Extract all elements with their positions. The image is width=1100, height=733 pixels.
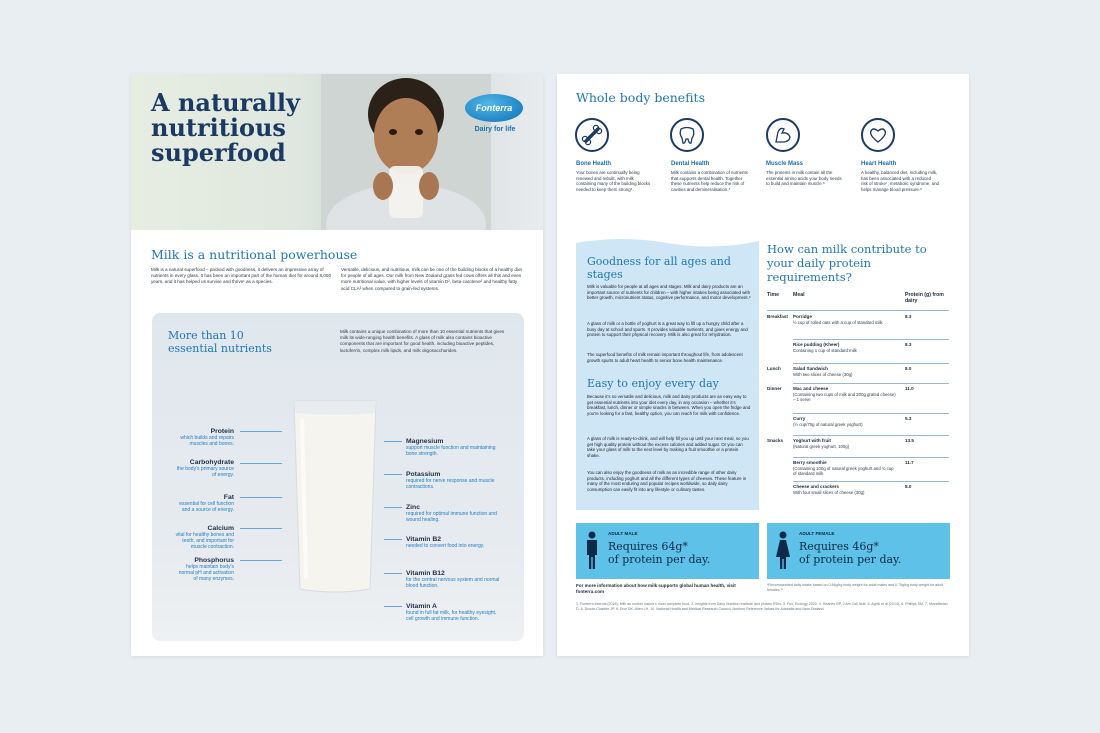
benefit-text: The proteins in milk contain all the essential amino acids your body needs to build and maintain muscle.⁶	[766, 170, 842, 187]
col-time: Time	[767, 292, 780, 298]
benefit-title: Bone Health	[576, 161, 612, 167]
male-person-icon	[584, 531, 600, 571]
powerhouse-col2: Versatile, delicious, and nutritious, milk can be one of the building blocks of a healthy diet for people of all ages. Our milk from New Zealand grass fed cows offers all this and even more nutritional value, with higher levels of vitamin D², beta-carotene² and healthy fatty acid CLA³ when compared to grain-fed systems.	[341, 267, 522, 291]
fonterra-logo: Fonterra	[465, 94, 523, 122]
hero-title: A naturally nutritious superfood	[151, 88, 300, 167]
requirement-footnote: *Recommended daily intake based on 0.84g/kg body weight for adult males and 0.75g/kg body weight for adult females.¹⁰	[767, 583, 944, 592]
row-time: Breakfast	[767, 314, 788, 319]
references: 1. Fonterra internal (2018); Milk as mother nature's most complete food. 2. Insights from Dairy Nutrition Institute and protein RDIs. 3. Fox, Ecology 2020. 4. Heaney RP, J Am Coll Nutr. 5. Aghili et al (2014). 6. Phillips SM. 7. Mozaffarian D. 8. Drouin-Chartier JP. 9. Dror DK, Allen LH. 10. National Health and Medical Research Council. Nutrient Reference Values for Australia and New Zealand.	[576, 602, 948, 611]
nutrient-calcium: Calcium vital for healthy bones and teeth, and important for muscle contraction.	[175, 525, 234, 550]
row-protein-grams: 13.5	[905, 438, 914, 443]
table-divider	[793, 383, 949, 384]
leader-line	[240, 497, 282, 498]
row-time: Lunch	[767, 366, 781, 371]
row-meal: Berry smoothie	[793, 460, 827, 465]
row-meal: Cheese and crackers	[793, 484, 839, 489]
nutrient-fat: Fat essential for cell function and a source of energy.	[179, 494, 234, 513]
benefit-title: Heart Health	[861, 161, 897, 167]
row-protein-grams: 8.3	[905, 342, 912, 347]
easy-p2: A glass of milk is ready-to-drink, and will help fill you up until your next meal, so you get high quality protein without the excess calories and added sugar. Or you can take your glass of milk to the next level by making a fruit smoothie or a protein shake.	[587, 436, 749, 458]
goodness-p3: The superfood benefits of milk remain important throughout life, from adolescent growth spurts to adult heart health to senior bone health maintenance.	[587, 352, 743, 363]
row-detail: (½ cup/70g of natural greek yoghurt)	[793, 422, 863, 427]
row-protein-grams: 8.0	[905, 366, 912, 371]
col-meal: Meal	[793, 292, 805, 298]
table-divider	[793, 435, 949, 436]
benefit-text: Your bones are continually being renewed and rebuilt, with milk containing many of the building blocks needed to keep them strong⁴.	[576, 170, 651, 192]
row-detail: With four small slices of cheese (30g)	[793, 490, 865, 495]
easy-heading: Easy to enjoy every day	[587, 377, 719, 390]
row-meal: Rice pudding (Kheer)	[793, 342, 840, 347]
heart-icon	[861, 118, 895, 152]
nutrients-intro: Milk contains a unique combination of more than 10 essential nutrients that gives milk its wide-ranging health benefits. A glass of milk also contains bioactive components that are important for good health, including bioactive peptides, lactoferrin, complex milk lipids, and milk oligosaccharides.	[340, 329, 505, 353]
table-divider	[793, 363, 949, 364]
goodness-p2: A glass of milk or a bottle of yoghurt is a great way to fill up a hungry child after a busy day at school and sports. It provides valuable nutrients, and gives energy and protein to support their physical recovery. Milk is also great for rehydration.	[587, 321, 748, 337]
benefit-text: Milk contains a combination of nutrients that supports dental health. Together these nutrients help reduce the risk of cavities and demineralisation.⁵	[671, 170, 748, 192]
table-divider	[793, 457, 949, 458]
table-divider	[793, 481, 949, 482]
leader-line	[384, 539, 402, 540]
row-time: Snacks	[767, 438, 784, 443]
nutrient-potassium: Potassium required for nerve response and muscle contractions.	[406, 471, 495, 490]
nutrients-heading: More than 10 essential nutrients	[168, 329, 272, 355]
row-detail: (Containing 100g of natural greek yoghurt and ¾ cup of standard milk	[793, 466, 894, 477]
easy-p1: Because it's so versatile and delicious, milk and dairy products are an easy way to get essential nutrients into your diet every day, in any occasion – whether it's breakfast, lunch, dinner or simple snacks in between. When you open the fridge and you're looking for a fast, healthy option, you can reach for milk with confidence.	[587, 394, 751, 416]
leader-line	[384, 507, 402, 508]
row-protein-grams: 8.3	[905, 314, 912, 319]
boy-drinking-milk-photo	[321, 74, 491, 230]
nutrient-vitamin-a: Vitamin A found in full fat milk, for healthy eyesight, cell growth and immune function.	[406, 603, 497, 622]
adult-female-label: ADULT FEMALE	[799, 531, 835, 536]
tooth-icon	[670, 118, 704, 152]
row-protein-grams: 11.7	[905, 460, 914, 465]
table-divider	[793, 339, 949, 340]
milk-glass-illustration	[290, 399, 380, 595]
protein-heading: How can milk contribute to your daily protein requirements?	[767, 242, 927, 284]
nutrient-vitamin-b12: Vitamin B12 for the central nervous system and normal blood function.	[406, 570, 500, 589]
nutrients-panel	[152, 313, 524, 641]
adult-male-label: ADULT MALE	[608, 531, 638, 536]
female-person-icon	[775, 531, 791, 571]
table-divider	[793, 413, 949, 414]
row-detail: Containing 1 cup of standard milk	[793, 348, 857, 353]
bone-icon	[575, 118, 609, 152]
leader-line	[384, 441, 402, 442]
row-detail: (Containing two cups of milk and 200g grated cheese) – 1 serve	[793, 392, 896, 403]
more-info-link[interactable]: For more information about how milk supports global human health, visit fonterra.com	[576, 583, 736, 594]
nutrient-zinc: Zinc required for optimal immune function and wound healing.	[406, 504, 497, 523]
row-meal: Porridge	[793, 314, 812, 319]
adult-female-requirement: Requires 46g*	[799, 540, 879, 553]
goodness-p1: Milk is valuable for people at all ages and stages. Milk and dairy products are an important source of nutrients for children – with higher intakes being associated with better growth, micronutrient status, cognitive performance, and motor development.⁹	[587, 284, 751, 300]
adult-male-requirement: Requires 64g*	[608, 540, 688, 553]
row-protein-grams: 8.0	[905, 484, 912, 489]
leader-line	[240, 560, 282, 561]
goodness-heading: Goodness for all ages and stages	[587, 255, 731, 281]
table-divider	[767, 310, 949, 311]
row-meal: Salad Sandwich	[793, 366, 828, 371]
row-meal: Yoghurt with fruit	[793, 438, 831, 443]
logo-tagline: Dairy for life	[474, 126, 516, 133]
powerhouse-heading: Milk is a nutritional powerhouse	[151, 247, 358, 262]
benefits-heading: Whole body benefits	[576, 90, 705, 105]
leader-line	[240, 528, 282, 529]
row-meal: Curry	[793, 416, 806, 421]
easy-p3: You can also enjoy the goodness of milk as an incredible range of other dairy products, including yoghurt and all the different types of cheeses. These feature in many of the most enduring and popular recipes worldwide, so daily dairy consumption can easily fit into any lifestyle or culinary tastes.	[587, 470, 747, 492]
goodness-panel	[576, 237, 759, 510]
leader-line	[384, 573, 402, 574]
adult-male-sub: of protein per day.	[608, 553, 711, 566]
muscle-icon	[766, 118, 800, 152]
adult-female-banner	[767, 523, 950, 579]
benefit-title: Muscle Mass	[766, 161, 804, 167]
row-meal: Mac and cheese	[793, 386, 829, 391]
row-protein-grams: 5.3	[905, 416, 912, 421]
nutrient-phosphorus: Phosphorus helps maintain body's normal pH and activation of many enzymes.	[178, 557, 234, 582]
hero-banner	[131, 74, 543, 230]
adult-male-banner	[576, 523, 759, 579]
page-left	[131, 74, 543, 656]
page-right	[557, 74, 969, 656]
col-protein: Protein (g) from dairy	[905, 292, 944, 304]
row-detail: With two slices of cheese (30g)	[793, 372, 853, 377]
nutrient-protein: Protein which builds and repairs muscles and bones.	[180, 428, 234, 447]
leader-line	[384, 474, 402, 475]
nutrient-vitamin-b2: Vitamin B2 needed to convert food into energy.	[406, 536, 485, 549]
powerhouse-col1: Milk is a natural superfood – packed with goodness, it delivers an impressive array of nutrients in every glass. It has been an important part of the human diet for around 8,000 years, and it has helped us survive and thrive¹ as a species.	[151, 267, 332, 285]
row-protein-grams: 11.0	[905, 386, 914, 391]
adult-female-sub: of protein per day.	[799, 553, 902, 566]
leader-line	[384, 606, 402, 607]
row-detail: (Natural greek yoghurt, 100g)	[793, 444, 850, 449]
benefit-text: A healthy, balanced diet, including milk, has been associated with a reduced risk of stroke⁷, metabolic syndrome, and helps manage blood pressure.⁸	[861, 170, 939, 192]
nutrient-carbohydrate: Carbohydrate the body's primary source of energy.	[176, 459, 234, 478]
row-detail: ½ cup of rolled oats with a cup of standard milk	[793, 320, 883, 325]
nutrient-magnesium: Magnesium support muscle function and maintaining bone strength.	[406, 438, 496, 457]
benefit-title: Dental Health	[671, 161, 710, 167]
row-time: Dinner	[767, 386, 782, 391]
leader-line	[240, 463, 282, 464]
leader-line	[240, 431, 282, 432]
